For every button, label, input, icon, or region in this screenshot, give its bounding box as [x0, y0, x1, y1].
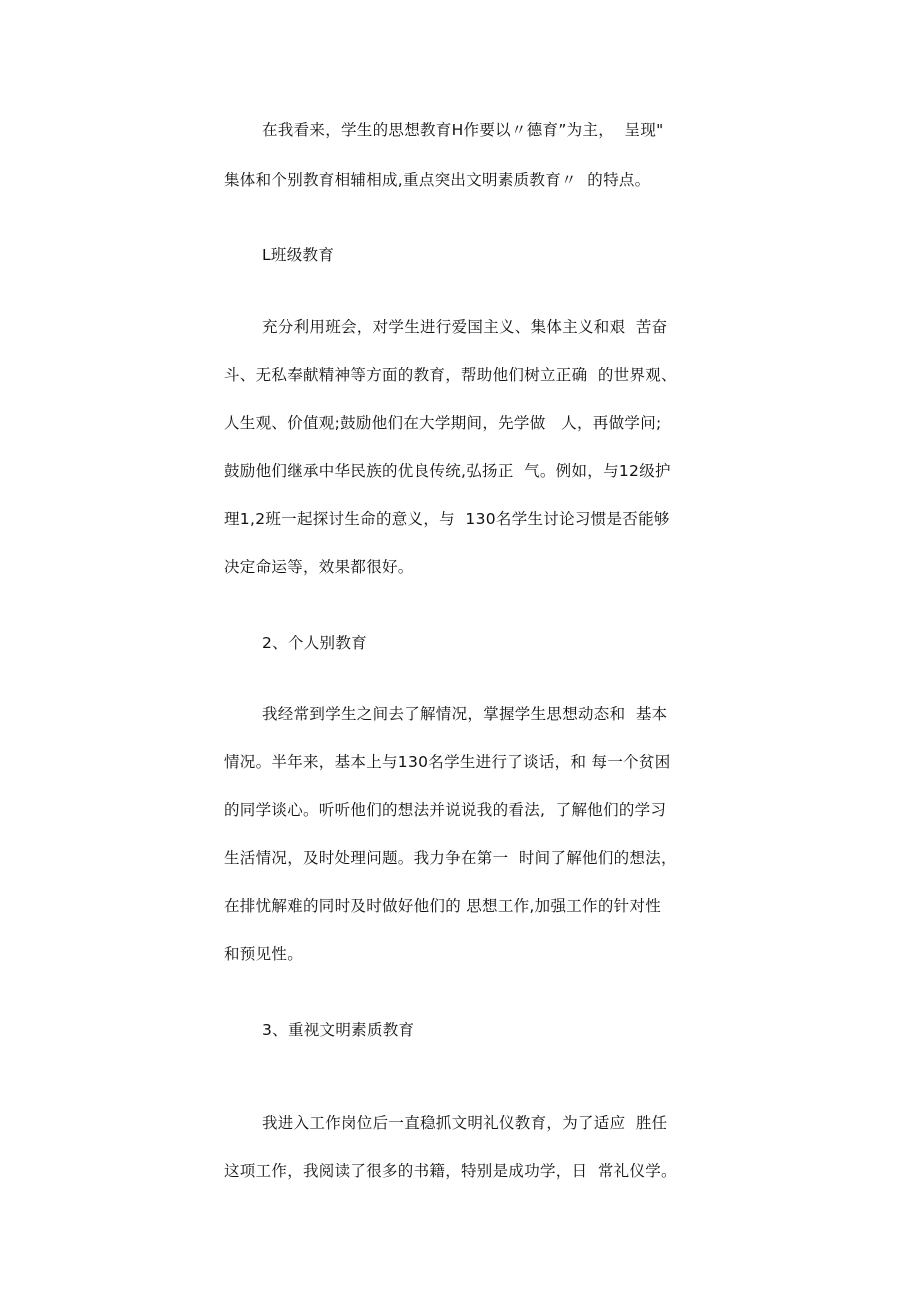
intro-line-1: 在我看来，学生的思想教育H作要以〃德育”为主， 呈现": [262, 121, 664, 139]
paragraph-line: 理1,2班一起探讨生命的意义，与 130名学生讨论习惯是否能够: [224, 510, 670, 528]
section-heading-civility-education: 3、重视文明素质教育: [262, 1021, 415, 1039]
paragraph-line: 和预见性。: [224, 945, 304, 963]
paragraph-line: 充分利用班会，对学生进行爱国主义、集体主义和艰 苦奋: [262, 318, 668, 336]
paragraph-line: 决定命运等，效果都很好。: [224, 558, 414, 576]
section-heading-class-education: L班级教育: [262, 246, 335, 264]
paragraph-line: 鼓励他们继承中华民族的优良传统,弘扬正 气。例如，与12级护: [224, 462, 671, 480]
paragraph-line: 人生观、价值观;鼓励他们在大学期间，先学做 人，再做学问;: [224, 414, 662, 432]
intro-line-2: 集体和个别教育相辅相成,重点突出文明素质教育〃 的特点。: [224, 171, 651, 189]
paragraph-line: 我进入工作岗位后一直稳抓文明礼仪教育，为了适应 胜任: [262, 1114, 668, 1132]
paragraph-line: 情况。半年来，基本上与130名学生进行了谈话，和 每一个贫困: [224, 753, 671, 771]
paragraph-line: 的同学谈心。听听他们的想法并说说我的看法, 了解他们的学习: [224, 801, 667, 819]
section-heading-individual-education: 2、个人别教育: [262, 634, 367, 652]
paragraph-line: 在排忧解难的同时及时做好他们的 思想工作,加强工作的针对性: [224, 897, 662, 915]
paragraph-line: 斗、无私奉献精神等方面的教育，帮助他们树立正确 的世界观、: [224, 366, 677, 384]
paragraph-line: 生活情况，及时处理问题。我力争在第一 时间了解他们的想法，: [224, 849, 677, 867]
paragraph-line: 这项工作，我阅读了很多的书籍，特别是成功学，日 常礼仪学。: [224, 1162, 677, 1180]
paragraph-line: 我经常到学生之间去了解情况，掌握学生思想动态和 基本: [262, 705, 668, 723]
